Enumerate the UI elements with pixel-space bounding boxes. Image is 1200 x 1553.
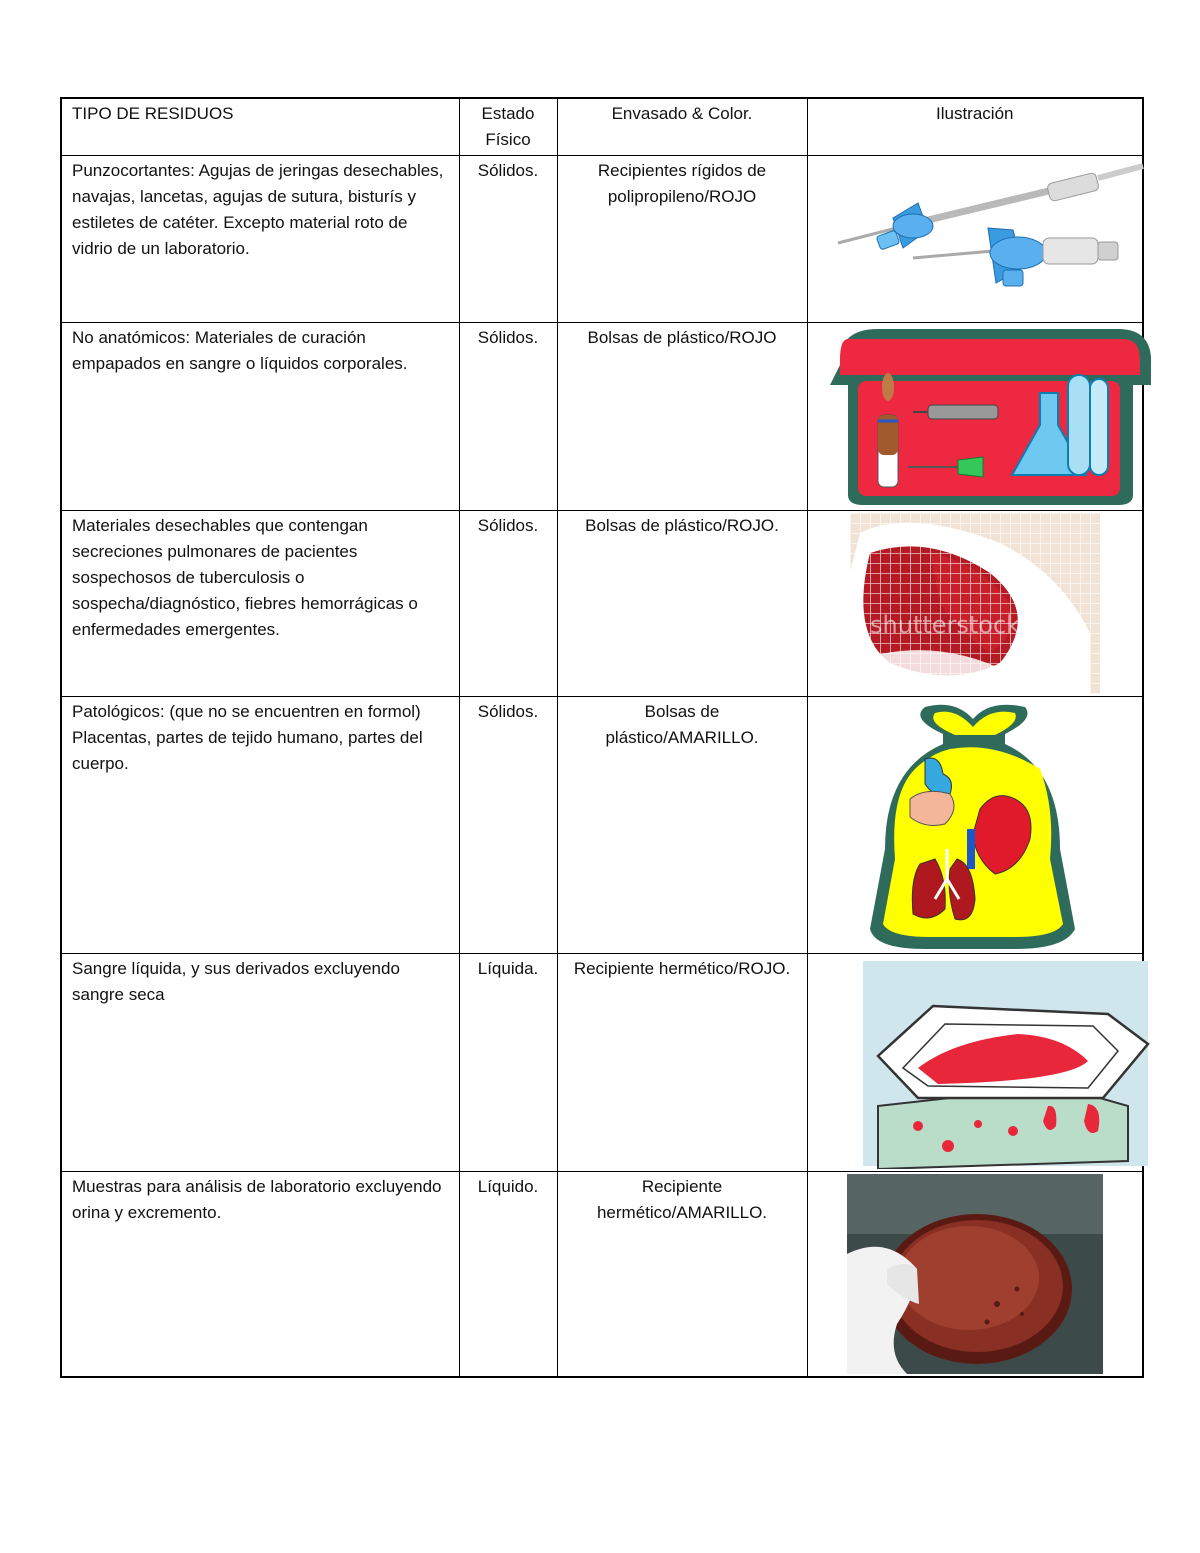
illustration-cell — [807, 1172, 1143, 1378]
illustration-cell — [807, 697, 1143, 954]
estado-cell: Líquida. — [459, 954, 557, 1172]
header-row — [61, 98, 1143, 156]
table-row — [61, 156, 1143, 323]
tipo-cell: Muestras para análisis de laboratorio excluyendo orina y excremento. — [61, 1172, 459, 1378]
table-row — [61, 323, 1143, 511]
envasado-cell: Bolsas de plástico/ROJO. — [557, 511, 807, 697]
envasado-cell: Recipiente hermético/AMARILLO. — [557, 1172, 807, 1378]
waste-classification-table — [60, 97, 1144, 1378]
red-container-icon — [818, 325, 1154, 508]
illustration-cell — [807, 954, 1143, 1172]
estado-cell: Sólidos. — [459, 323, 557, 511]
tipo-cell: Sangre líquida, y sus derivados excluyendo sangre seca — [61, 954, 459, 1172]
tipo-cell: Patológicos: (que no se encuentren en formol) Placentas, partes de tejido humano, partes del cuerpo. — [61, 697, 459, 954]
illustration-cell — [807, 511, 1143, 697]
tipo-cell: No anatómicos: Materiales de curación empapados en sangre o líquidos corporales. — [61, 323, 459, 511]
header-ilustracion: Ilustración — [807, 98, 1143, 156]
petri-dish-icon — [847, 1174, 1103, 1374]
header-tipo: TIPO DE RESIDUOS — [61, 98, 459, 156]
illustration-cell — [807, 156, 1143, 323]
envasado-cell: Bolsas de plástico/AMARILLO. — [557, 697, 807, 954]
tipo-cell: Punzocortantes: Agujas de jeringas desechables, navajas, lancetas, agujas de sutura, bisturís y estiletes de catéter. Excepto material roto de vidrio de un laboratorio. — [61, 156, 459, 323]
watermark-text: shutterstock — [869, 611, 1020, 639]
estado-cell: Líquido. — [459, 1172, 557, 1378]
envasado-cell: Bolsas de plástico/ROJO — [557, 323, 807, 511]
envasado-cell: Recipientes rígidos de polipropileno/ROJO — [557, 156, 807, 323]
estado-cell: Sólidos. — [459, 697, 557, 954]
table-row — [61, 954, 1143, 1172]
blood-tray-icon — [818, 956, 1152, 1169]
bloody-gauze-icon — [850, 513, 1100, 694]
tipo-cell: Materiales desechables que contengan secreciones pulmonares de pacientes sospechosos de tuberculosis o sospecha/diagnóstico, fiebres hemorrágicas o enfermedades emergentes. — [61, 511, 459, 697]
yellow-organ-bag-icon — [855, 699, 1095, 951]
table-row — [61, 1172, 1143, 1378]
estado-cell: Sólidos. — [459, 156, 557, 323]
catheter-needles-icon — [818, 158, 1148, 318]
envasado-cell: Recipiente hermético/ROJO. — [557, 954, 807, 1172]
table-row — [61, 697, 1143, 954]
header-envasado: Envasado & Color. — [557, 98, 807, 156]
illustration-cell — [807, 323, 1143, 511]
estado-cell: Sólidos. — [459, 511, 557, 697]
header-estado: Estado Físico — [459, 98, 557, 156]
table-row — [61, 511, 1143, 697]
